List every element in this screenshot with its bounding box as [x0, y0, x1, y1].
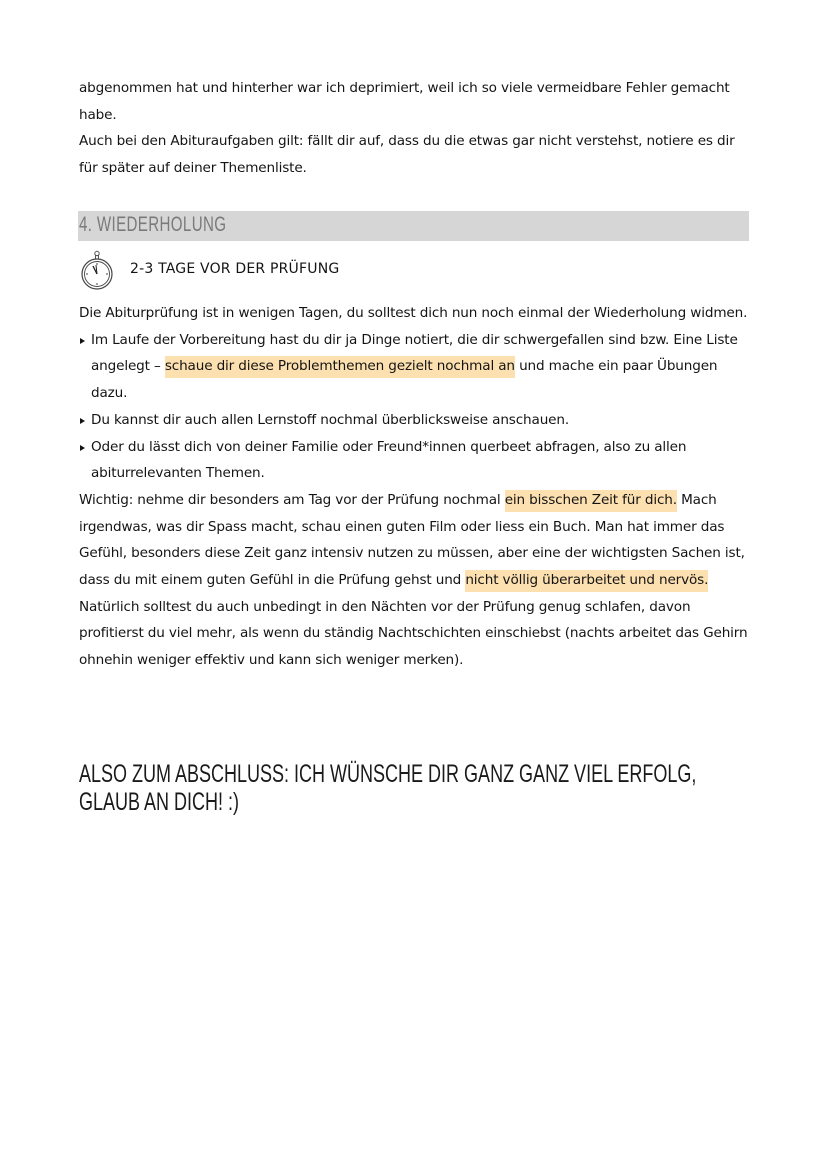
list-item-text: Im Laufe der Vorbereitung hast du dir ja Dinge notiert, die dir schwergefallen sind bzw. Eine Liste angelegt –: [91, 331, 738, 375]
paragraph-text: Wichtig: nehme dir besonders am Tag vor der Prüfung nochmal: [79, 491, 505, 508]
highlighted-text: schaue dir diese Problemthemen gezielt nochmal an: [165, 356, 515, 378]
list-item: [79, 327, 751, 407]
closing-line-2: GLAUB AN DICH! :): [79, 788, 240, 816]
closing-line-1: ALSO ZUM ABSCHLUSS: ICH WÜNSCHE DIR GANZ GANZ VIEL ERFOLG,: [79, 760, 697, 788]
opening-paragraph: Die Abiturprüfung ist in wenigen Tagen, du solltest dich nun noch einmal der Wiederholung widmen.: [79, 305, 748, 321]
highlighted-text: nicht völlig überarbeitet und nervös.: [465, 570, 708, 592]
section-header-bar: [78, 211, 749, 241]
stopwatch-icon: [79, 250, 115, 292]
list-item: Du kannst dir auch allen Lernstoff nochmal überblicksweise anschauen.: [79, 407, 751, 434]
closing-message: [79, 760, 759, 816]
list-item-text: und mache ein paar Übungen dazu.: [91, 358, 718, 402]
list-item: Oder du lässt dich von deiner Familie oder Freund*innen querbeet abfragen, also zu allen abiturrelevanten Themen.: [79, 434, 751, 487]
tips-list: [79, 327, 751, 487]
subheading-label: 2-3 TAGE VOR DER PRÜFUNG: [130, 261, 340, 277]
intro-paragraph: [79, 75, 751, 182]
subheading-row: [79, 250, 679, 292]
intro-line-1: abgenommen hat und hinterher war ich deprimiert, weil ich so viele vermeidbare Fehler gemacht habe.: [79, 80, 730, 123]
section-title: 4. WIEDERHOLUNG: [79, 213, 227, 236]
body-content: [79, 300, 751, 674]
paragraph-text: Natürlich solltest du auch unbedingt in den Nächten vor der Prüfung genug schlafen, davon profitierst du viel mehr, als wenn du ständig Nachtschichten einschiebst (nachts arbeitet das Gehirn ohnehin weniger effektiv und kann sich weniger merken).: [79, 598, 748, 669]
intro-line-2: Auch bei den Abituraufgaben gilt: fällt dir auf, dass du die etwas gar nicht verstehst, notiere es dir für später auf deiner Themenliste.: [79, 133, 735, 177]
important-paragraph: [79, 487, 751, 674]
paragraph-text: Mach irgendwas, was dir Spass macht, schau einen guten Film oder liess ein Buch. Man hat immer das Gefühl, besonders diese Zeit ganz intensiv nutzen zu müssen, aber eine der wichtigsten Sachen ist, dass du mit einem guten Gefühl in die Prüfung gehst und: [79, 491, 745, 589]
highlighted-text: ein bisschen Zeit für dich.: [505, 490, 677, 512]
